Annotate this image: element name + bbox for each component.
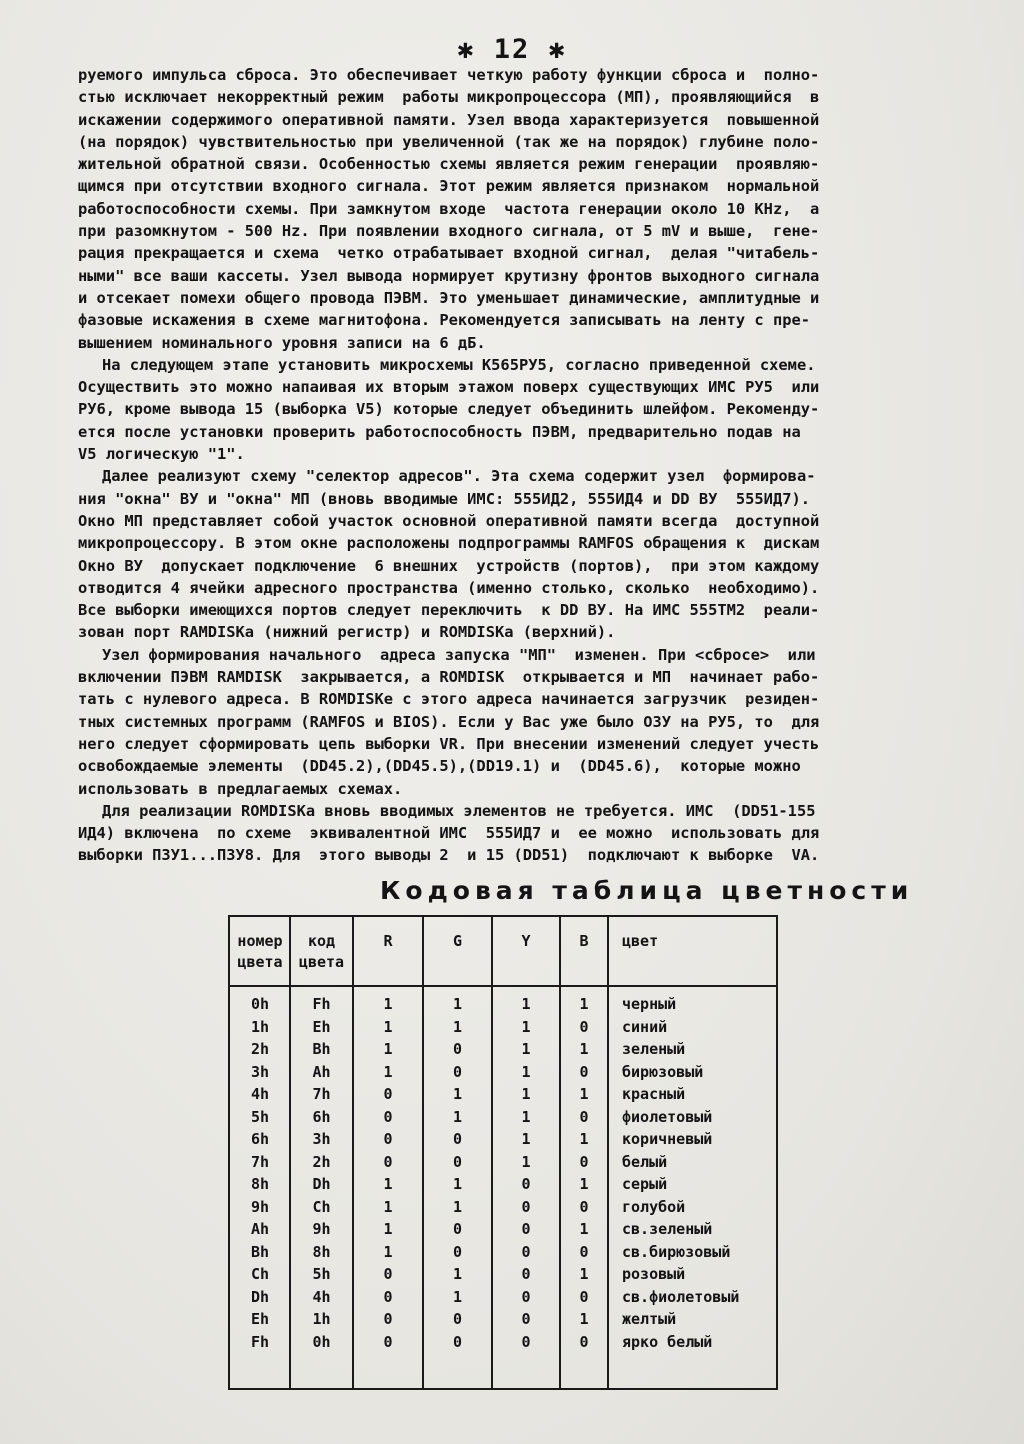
- table-cell: 1: [579, 1175, 589, 1193]
- text-line: жительной обратной связи. Особенностью схемы является режим генерации проявляю-: [78, 155, 820, 174]
- table-cell: 1: [521, 1130, 531, 1148]
- table-row: [230, 1308, 776, 1331]
- table-cell: 1: [383, 1017, 393, 1036]
- table-cell: св.бирюзовый: [622, 1242, 731, 1261]
- table-row: [230, 1038, 776, 1061]
- table-cell: 1: [383, 995, 393, 1013]
- body-text: [78, 64, 926, 867]
- table-cell: 0: [579, 1107, 589, 1126]
- text-line: зован порт RAMDISKа (нижний регистр) и ROMDISKа (верхний).: [78, 623, 616, 642]
- table-cell: черный: [622, 995, 677, 1013]
- table-row: [230, 1218, 776, 1241]
- table-cell: 0: [579, 1332, 589, 1351]
- table-cell: 1h: [250, 1017, 270, 1036]
- text-line: Далее реализуют схему "селектор адресов". Эта схема содержит узел формирова-: [102, 467, 816, 486]
- text-line: работоспособности схемы. При замкнутом входе частота генерации около 10 KHz, а: [78, 199, 820, 218]
- table-cell: Ah: [312, 1062, 331, 1081]
- table-cell: синий: [622, 1017, 668, 1036]
- text-line: использовать в предлагаемых схемах.: [78, 779, 403, 798]
- table-cell: серый: [622, 1175, 668, 1193]
- table-row: [230, 1083, 776, 1106]
- table-cell: 0: [579, 1017, 589, 1036]
- table-cell: Fh: [312, 995, 331, 1013]
- table-cell: бирюзовый: [622, 1062, 704, 1081]
- table-header-text: цвета: [237, 953, 283, 971]
- table-cell: 1: [452, 1287, 463, 1306]
- table-cell: 1: [452, 1107, 463, 1126]
- text-line: Для реализации ROMDISKа вновь вводимых элементов не требуется. ИМС (DD51-155: [102, 801, 816, 820]
- table-cell: 1: [383, 1242, 393, 1261]
- table-cell: белый: [622, 1152, 668, 1171]
- table-header-text: цвета: [298, 953, 345, 971]
- table-cell: 1h: [312, 1310, 331, 1328]
- table-cell: 9h: [250, 1197, 270, 1216]
- table-cell: 1: [521, 1085, 531, 1103]
- table-cell: 1: [579, 1085, 589, 1103]
- table-cell: 8h: [250, 1175, 270, 1193]
- text-line: Осуществить это можно напаивая их вторым этажом поверх существующих ИМС РУ5 или: [78, 378, 820, 397]
- table-cell: розовый: [622, 1265, 686, 1283]
- table-row: [230, 1173, 776, 1196]
- table-cell: 0: [383, 1310, 393, 1328]
- table-cell: 1: [452, 1265, 463, 1283]
- table-cell: св.зеленый: [622, 1220, 713, 1238]
- table-cell: 1: [521, 1107, 531, 1126]
- text-line: ными" все ваши кассеты. Узел вывода нормирует крутизну фронтов выходного сигнала: [78, 266, 820, 285]
- text-line: (на порядок) чувствительностью при увеличенной (так же на порядок) глубине поло-: [78, 132, 820, 151]
- text-line: вышением номинального уровня записи на 6 дБ.: [78, 333, 486, 352]
- table-cell: 0: [383, 1332, 393, 1351]
- text-line: отводится 4 ячейки адресного пространства (именно столько, сколько необходимо).: [78, 578, 820, 597]
- table-cell: 1: [383, 1175, 393, 1193]
- text-line: при разомкнутом - 500 Hz. При появлении входного сигнала, от 5 mV и выше, гене-: [78, 222, 820, 241]
- text-line: фазовые искажения в схеме магнитофона. Рекомендуется записывать на ленту с пре-: [78, 311, 811, 330]
- table-row: [230, 1151, 776, 1174]
- table-cell: Ah: [250, 1220, 270, 1238]
- table-cell: св.фиолетовый: [622, 1287, 740, 1306]
- table-row: [230, 1061, 776, 1084]
- text-line: V5 логическую "1".: [78, 445, 245, 464]
- table-cell: 0: [452, 1242, 463, 1261]
- table-cell: Ch: [312, 1197, 331, 1216]
- table-header-cell: [622, 931, 794, 952]
- table-cell: 0: [579, 1242, 589, 1261]
- table-cell: 8h: [312, 1242, 331, 1261]
- table-cell: 1: [383, 1220, 393, 1238]
- table-cell: 7h: [250, 1152, 270, 1171]
- table-row: [230, 1331, 776, 1354]
- table-cell: 0: [521, 1332, 531, 1351]
- table-cell: 5h: [250, 1107, 270, 1126]
- table-header-cell: [492, 931, 560, 952]
- table-cell: фиолетовый: [622, 1107, 713, 1126]
- table-cell: 1: [579, 1310, 589, 1328]
- table-cell: Eh: [312, 1017, 331, 1036]
- table-cell: 0: [383, 1287, 393, 1306]
- table-header-text: G: [452, 932, 463, 950]
- table-cell: ярко белый: [622, 1332, 713, 1351]
- table-cell: 0: [521, 1310, 531, 1328]
- table-cell: 0: [579, 1152, 589, 1171]
- table-cell: 1: [579, 1265, 589, 1283]
- table-header-text: B: [579, 932, 589, 950]
- text-line: тных системных программ (RAMFOS и BIOS). Если у Вас уже было ОЗУ на РУ5, то для: [78, 712, 820, 731]
- table-title: Кодовая таблица цветности: [380, 876, 914, 905]
- text-line: искажении содержимого оперативной памяти. Узел ввода характеризуется повышенной: [78, 110, 820, 129]
- table-row: [230, 1263, 776, 1286]
- table-header-cell: [560, 931, 608, 952]
- table-cell: Dh: [312, 1175, 331, 1193]
- text-line: ИД4) включена по схеме эквивалентной ИМС 555ИД7 и ее можно использовать для: [78, 824, 820, 843]
- table-cell: 4h: [250, 1085, 270, 1103]
- table-row: [230, 1128, 776, 1151]
- table-header-divider: [230, 985, 776, 987]
- text-line: включении ПЭВМ RAMDISK закрывается, а ROMDISK открывается и МП начинает рабо-: [78, 668, 820, 687]
- table-cell: желтый: [622, 1310, 677, 1328]
- table-cell: 1: [521, 1017, 531, 1036]
- table-cell: 0: [521, 1265, 531, 1283]
- table-cell: 7h: [312, 1085, 331, 1103]
- table-row: [230, 993, 776, 1016]
- table-cell: 1: [521, 1152, 531, 1171]
- table-cell: 1: [521, 995, 531, 1013]
- table-cell: 5h: [312, 1265, 331, 1283]
- table-cell: 4h: [312, 1287, 331, 1306]
- text-line: микропроцессору. В этом окне расположены подпрограммы RAMFOS обращения к дискам: [78, 534, 820, 553]
- table-cell: 6h: [312, 1107, 331, 1126]
- table-cell: 1: [579, 1130, 589, 1148]
- table-cell: 1: [452, 995, 463, 1013]
- table-cell: Ch: [250, 1265, 270, 1283]
- table-cell: коричневый: [622, 1130, 713, 1148]
- table-cell: 1: [521, 1062, 531, 1081]
- table-row: [230, 1286, 776, 1309]
- table-cell: 0: [579, 1062, 589, 1081]
- text-line: Окно ВУ допускает подключение 6 внешних устройств (портов), при этом каждому: [78, 556, 820, 575]
- table-row: [230, 1016, 776, 1039]
- table-header-cell: [353, 931, 423, 952]
- table-cell: 2h: [312, 1152, 331, 1171]
- text-line: щимся при отсутствии входного сигнала. Этот режим является признаком нормальной: [78, 177, 820, 196]
- table-header-cell: [230, 931, 290, 973]
- table-header-text: R: [383, 932, 393, 950]
- table-header-text: Y: [521, 932, 531, 950]
- table-cell: 0: [452, 1062, 463, 1081]
- table-cell: 1: [579, 1220, 589, 1238]
- table-cell: Dh: [250, 1287, 270, 1306]
- table-cell: 1: [521, 1040, 531, 1058]
- table-cell: 0: [452, 1130, 463, 1148]
- text-line: На следующем этапе установить микросхемы К565РУ5, согласно приведенной схеме.: [102, 355, 816, 374]
- text-line: него следует сформировать цепь выборки VR. При внесении изменений следует учесть: [78, 734, 820, 753]
- table-cell: 3h: [250, 1062, 270, 1081]
- table-cell: 0h: [312, 1332, 331, 1351]
- table-cell: Eh: [250, 1310, 270, 1328]
- table-cell: 0: [452, 1152, 463, 1171]
- table-cell: 1: [452, 1085, 463, 1103]
- table-cell: 0: [521, 1197, 531, 1216]
- table-cell: 1: [452, 1197, 463, 1216]
- table-header-text: номер: [237, 932, 283, 950]
- table-cell: голубой: [622, 1197, 686, 1216]
- table-cell: 1: [383, 1197, 393, 1216]
- text-line: освобождаемые элементы (DD45.2),(DD45.5),(DD19.1) и (DD45.6), которые можно: [78, 757, 801, 776]
- table-cell: 1: [383, 1062, 393, 1081]
- table-cell: 0: [579, 1287, 589, 1306]
- table-cell: 1: [383, 1040, 393, 1058]
- table-cell: 0: [579, 1197, 589, 1216]
- table-cell: Fh: [250, 1332, 270, 1351]
- table-cell: 0: [452, 1310, 463, 1328]
- table-cell: 0: [521, 1242, 531, 1261]
- table-header-cell: [290, 931, 353, 973]
- text-line: Окно МП представляет собой участок основной оперативной памяти всегда доступной: [78, 511, 820, 530]
- table-cell: 1: [579, 1040, 589, 1058]
- text-line: Все выборки имеющихся портов следует переключить к DD ВУ. На ИМС 555ТМ2 реали-: [78, 601, 820, 620]
- table-cell: зеленый: [622, 1040, 686, 1058]
- table-cell: 0: [521, 1175, 531, 1193]
- table-cell: Bh: [312, 1040, 331, 1058]
- table-cell: 0: [452, 1040, 463, 1058]
- text-line: руемого импульса сброса. Это обеспечивает четкую работу функции сброса и полно-: [78, 66, 820, 84]
- table-cell: 0: [452, 1332, 463, 1351]
- text-line: ния "окна" ВУ и "окна" МП (вновь вводимые ИМС: 555ИД2, 555ИД4 и DD ВУ 555ИД7).: [78, 489, 811, 508]
- table-row: [230, 1196, 776, 1219]
- page-number: ✱ 12 ✱: [457, 34, 567, 65]
- table-cell: 0: [383, 1085, 393, 1103]
- text-line: РУ6, кроме вывода 15 (выборка V5) которые следует объединить шлейфом. Рекоменду-: [78, 400, 820, 419]
- table-cell: 2h: [250, 1040, 270, 1058]
- table-cell: 0: [383, 1152, 393, 1171]
- table-row: [230, 1241, 776, 1264]
- text-line: рация прекращается и схема четко отрабатывает входной сигнал, делая "читабель-: [78, 244, 820, 263]
- table-cell: 1: [452, 1175, 463, 1193]
- table-cell: 0: [383, 1265, 393, 1283]
- table-cell: 1: [579, 995, 589, 1013]
- table-cell: 0: [383, 1130, 393, 1148]
- table-header-text: цвет: [622, 932, 659, 950]
- table-cell: 9h: [312, 1220, 331, 1238]
- table-cell: 3h: [312, 1130, 331, 1148]
- text-line: тать с нулевого адреса. В ROMDISKе с этого адреса начинается загрузчик резиден-: [78, 690, 820, 709]
- text-line: и отсекает помехи общего провода ПЭВМ. Это уменьшает динамические, амплитудные и: [78, 288, 820, 307]
- text-line: ется после установки проверить работоспособность ПЭВМ, предварительно подав на: [78, 422, 801, 441]
- text-line: Узел формирования начального адреса запуска "МП" изменен. При <сбросе> или: [102, 645, 816, 664]
- table-cell: Bh: [250, 1242, 270, 1261]
- table-cell: 0: [383, 1107, 393, 1126]
- table-row: [230, 1106, 776, 1129]
- table-cell: 0: [521, 1220, 531, 1238]
- table-cell: красный: [622, 1085, 686, 1103]
- text-line: выборки ПЗУ1...ПЗУ8. Для этого выводы 2 и 15 (DD51) подключают к выборке VA.: [78, 846, 820, 865]
- table-cell: 0: [452, 1220, 463, 1238]
- table-cell: 0h: [250, 995, 270, 1013]
- color-code-table: [228, 915, 778, 1390]
- table-header-text: код: [307, 932, 336, 950]
- table-cell: 6h: [250, 1130, 270, 1148]
- table-cell: 0: [521, 1287, 531, 1306]
- table-cell: 1: [452, 1017, 463, 1036]
- text-line: стью исключает некорректный режим работы микропроцессора (МП), проявляющийся в: [78, 88, 820, 107]
- table-header-cell: [423, 931, 492, 952]
